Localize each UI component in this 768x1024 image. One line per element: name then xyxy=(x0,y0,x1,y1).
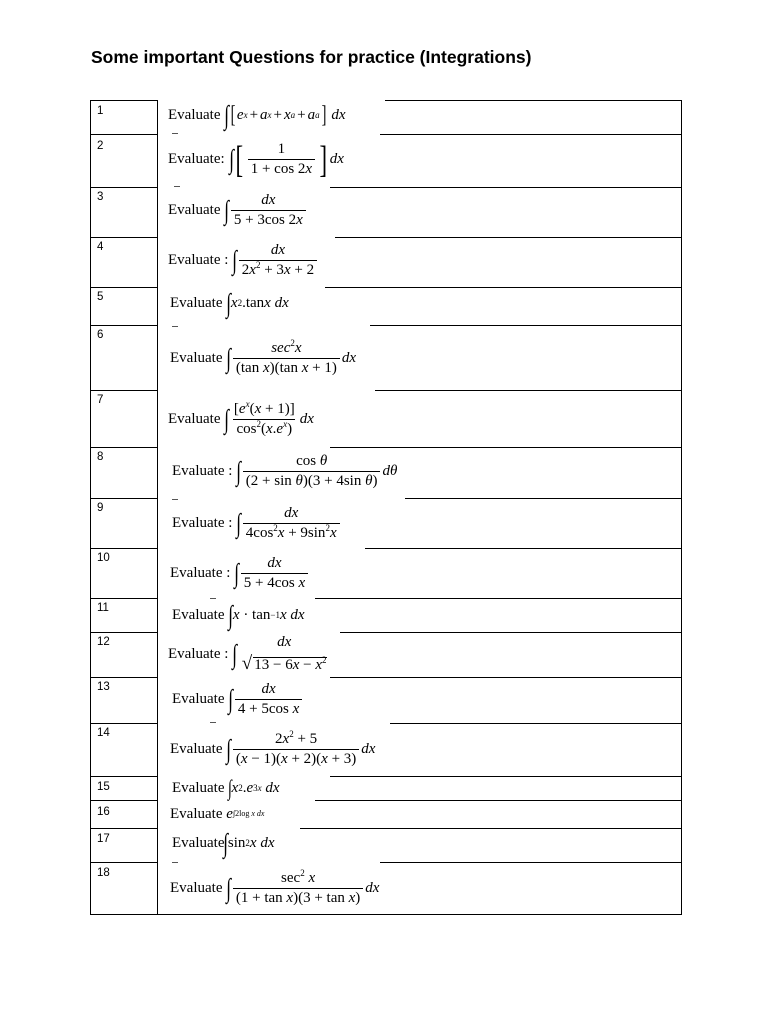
question-15: Evaluate ∫ x 2 . e 3x dx xyxy=(172,775,280,801)
question-number: 9 xyxy=(97,502,104,514)
row-line xyxy=(90,287,158,288)
row-line xyxy=(365,548,682,549)
row-line xyxy=(90,723,158,724)
row-line xyxy=(315,800,682,801)
question-13: Evaluate ∫ $\frac{dx}{\text{4 + 5cos x}}$ xyxy=(172,678,304,720)
question-prefix: Evaluate : xyxy=(172,514,233,531)
question-number: 12 xyxy=(97,636,110,648)
row-line xyxy=(90,100,158,101)
row-line xyxy=(315,598,682,599)
question-prefix: Evaluate xyxy=(168,106,221,123)
tick-mark xyxy=(210,722,216,723)
question-4: Evaluate : ∫ $\frac{dx}{2x^2 + 3x + 2}$ xyxy=(168,238,319,282)
row-line xyxy=(90,800,158,801)
question-number: 17 xyxy=(97,833,110,845)
question-number: 6 xyxy=(97,329,104,341)
row-line xyxy=(90,237,158,238)
question-number: 10 xyxy=(97,552,110,564)
row-line xyxy=(90,548,158,549)
question-number: 4 xyxy=(97,241,104,253)
question-number: 13 xyxy=(97,681,110,693)
question-5: Evaluate ∫ x 2 .tan x dx xyxy=(170,287,289,318)
question-prefix: Evaluate : xyxy=(168,251,229,268)
tick-mark xyxy=(172,326,178,327)
question-number: 2 xyxy=(97,140,104,152)
row-line xyxy=(330,447,682,448)
question-number: 1 xyxy=(97,105,104,117)
question-prefix: Evaluate xyxy=(170,349,223,366)
tick-mark xyxy=(172,499,178,500)
question-number: 16 xyxy=(97,806,110,818)
question-3: Evaluate ∫ $\frac{dx}{5 + 3\cos 2x}$ xyxy=(168,188,308,232)
row-line xyxy=(325,287,682,288)
row-line xyxy=(330,187,682,188)
question-number: 11 xyxy=(97,602,109,614)
question-prefix: Evaluate xyxy=(168,201,221,218)
question-prefix: Evaluate xyxy=(170,805,223,822)
row-line xyxy=(300,828,682,829)
row-line xyxy=(90,632,158,633)
row-line xyxy=(380,862,682,863)
question-16: Evaluate e ∫2log x dx xyxy=(170,805,265,822)
row-line xyxy=(335,237,682,238)
question-number: 7 xyxy=(97,394,104,406)
question-18: Evaluate ∫ $\frac{\sec^2 x}{\text{(1 + tan x)(3 + tan x)}}$ dx xyxy=(170,867,380,906)
question-prefix: Evaluate: xyxy=(168,151,225,167)
question-number: 15 xyxy=(97,781,110,793)
row-line xyxy=(340,632,682,633)
row-line xyxy=(385,100,682,101)
question-prefix: Evaluate xyxy=(172,606,225,623)
question-prefix: Evaluate xyxy=(170,294,223,311)
question-11: Evaluate ∫ x · tan −1 x dx xyxy=(172,599,305,630)
question-prefix: Evaluate : xyxy=(168,645,229,662)
question-prefix: Evaluate xyxy=(168,410,221,427)
question-number: 18 xyxy=(97,867,110,879)
tick-mark xyxy=(210,598,216,599)
question-10: Evaluate : ∫ $\frac{dx}{\text{5 + 4cos x}}$ xyxy=(170,551,310,595)
row-line xyxy=(90,187,158,188)
row-line xyxy=(90,776,158,777)
question-prefix: Evaluate : xyxy=(170,564,231,581)
question-prefix: Evaluate xyxy=(170,741,223,757)
question-number: 14 xyxy=(97,727,110,739)
question-17: Evaluate ∫ sin 2 x dx xyxy=(172,827,275,858)
row-line xyxy=(90,828,158,829)
question-2: Evaluate: ∫ [ $\frac{1}{1 + \cos 2x}$ ] dx xyxy=(168,138,344,181)
row-line xyxy=(405,498,682,499)
row-line xyxy=(90,498,158,499)
row-line xyxy=(330,677,682,678)
question-prefix: Evaluate xyxy=(172,690,225,707)
row-line xyxy=(375,390,682,391)
question-prefix: Evaluate xyxy=(172,779,225,796)
question-12: Evaluate : ∫ dx √ $13 - 6x - x^2$ xyxy=(168,634,327,674)
tick-mark xyxy=(174,186,180,187)
question-1: Evaluate ∫ [ e x + a x + x a + a a ] dx xyxy=(168,99,346,130)
row-line xyxy=(90,862,158,863)
row-line xyxy=(90,447,158,448)
row-line xyxy=(90,598,158,599)
question-8: Evaluate : ∫ $\frac{\text{cos θ}}{\text{(2 + sin θ)(3 + 4sin θ)}}$ dθ xyxy=(172,452,398,489)
row-line xyxy=(380,134,682,135)
row-line xyxy=(90,134,158,135)
question-number: 5 xyxy=(97,291,104,303)
row-line xyxy=(330,776,682,777)
question-number: 8 xyxy=(97,451,104,463)
row-line xyxy=(370,325,682,326)
question-6: Evaluate ∫ $\frac{\sec^2x}{\text{(tan x)(tan x + 1)}}$ dx xyxy=(170,337,357,376)
column-divider xyxy=(157,100,158,915)
question-7: Evaluate ∫ $\frac{[e^x(x + 1)]}{\cos^2(x.e^x)}$ dx xyxy=(168,398,314,437)
tick-mark xyxy=(172,133,178,134)
row-line xyxy=(90,677,158,678)
question-prefix: Evaluate : xyxy=(172,462,233,479)
page-title: Some important Questions for practice (Integrations) xyxy=(91,47,532,67)
row-line xyxy=(90,325,158,326)
question-number: 3 xyxy=(97,191,104,203)
question-9: Evaluate : ∫ $\frac{dx}{4\cos^2x + 9\sin^2x}$ xyxy=(172,501,342,545)
question-prefix: Evaluate xyxy=(170,879,223,896)
row-line xyxy=(390,723,682,724)
row-line xyxy=(90,390,158,391)
question-prefix: Evaluate xyxy=(172,834,225,851)
tick-mark xyxy=(172,862,178,863)
question-14: Evaluate ∫ $\frac{2x^2 + 5}{(x - 1)(x + 2)(x + 3)}$ dx xyxy=(170,729,376,767)
